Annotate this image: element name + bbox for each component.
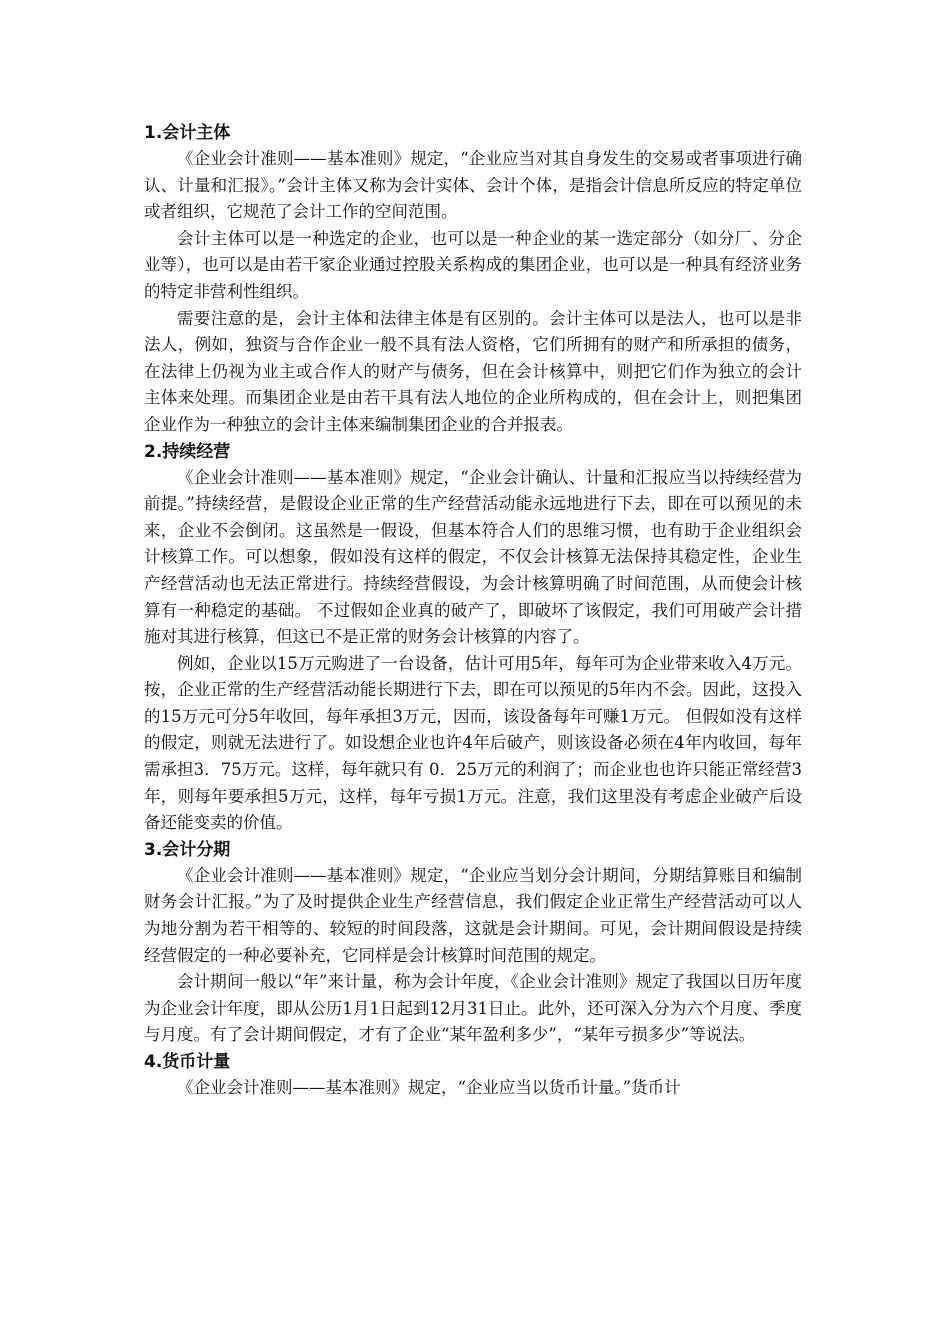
paragraph: 《企业会计准则——基本准则》规定，“企业应当以货币计量。”货币计: [177, 1078, 681, 1097]
document-body: [144, 120, 802, 1102]
section-heading-monetary-measurement: 4.货币计量: [144, 1052, 231, 1072]
paragraph: 《企业会计准则——基本准则》规定，“企业应当划分会计期间，分期结算账目和编制财务会计汇报。”为了及时提供企业生产经营信息，我们假定企业正常生产经营活动可以人为地分割为若干相等的、较短的时间段落，这就是会计期间。可见，会计期间假设是持续经营假定的一种必要补充，它同样是会计核算时间范围的规定。: [144, 865, 802, 965]
paragraph: 会计主体可以是一种选定的企业，也可以是一种企业的某一选定部分（如分厂、分企业等），也可以是由若干家企业通过控股关系构成的集团企业，也可以是一种具有经济业务的特定非营利性组织。: [144, 228, 802, 301]
paragraph: 《企业会计准则——基本准则》规定，“企业应当对其自身发生的交易或者事项进行确认、计量和汇报》。”会计主体又称为会计实体、会计个体，是指会计信息所反应的特定单位或者组织，它规范了会计工作的空间范围。: [144, 149, 802, 222]
paragraph: 例如，企业以15万元购进了一台设备，估计可用5年，每年可为企业带来收入4万元。 按，企业正常的生产经营活动能长期进行下去，即在可以预见的5年内不会。因此，这投入的15万元可分5年收回，每年承担3万元，因而，该设备每年可赚1万元。 但假如没有这样的假定，则就无法进行了。如设想企业也许4年后破产，则该设备必须在4年内收回，每年需承担3．75万元。这样，每年就只有 0．25万元的利润了；而企业也也许只能正常经营3年，则每年要承担5万元，这样，每年亏损1万元。注意，我们这里没有考虑企业破产后设备还能变卖的价值。: [144, 653, 802, 833]
paragraph: 需要注意的是，会计主体和法律主体是有区别的。会计主体可以是法人，也可以是非法人，例如，独资与合作企业一般不具有法人资格，它们所拥有的财产和所承担的债务，在法律上仍视为业主或合作人的财产与债务，但在会计核算中，则把它们作为独立的会计主体来处理。而集团企业是由若干具有法人地位的企业所构成的，但在会计上，则把集团企业作为一种独立的会计主体来编制集团企业的合并报表。: [144, 308, 802, 434]
section-heading-going-concern: 2.持续经营: [144, 441, 231, 462]
paragraph: 《企业会计准则——基本准则》规定，“企业会计确认、计量和汇报应当以持续经营为前提。”持续经营，是假设企业正常的生产经营活动能永远地进行下去，即在可以预见的未来，企业不会倒闭。这虽然是一假设，但基本符合人们的思维习惯，也有助于企业组织会计核算工作。可以想象，假如没有这样的假定，不仅会计核算无法保持其稳定性，企业生产经营活动也无法正常进行。持续经营假设，为会计核算明确了时间范围，从而使会计核算有一种稳定的基础。 不过假如企业真的破产了，即破坏了该假定，我们可用破产会计措施对其进行核算，但这已不是正常的财务会计核算的内容了。: [144, 467, 802, 647]
section-heading-accounting-entity: 1.会计主体: [144, 123, 231, 143]
section-heading-accounting-period: 3.会计分期: [144, 839, 231, 860]
paragraph: 会计期间一般以“年”来计量，称为会计年度，《企业会计准则》规定了我国以日历年度为企业会计年度，即从公历1月1日起到12月31日止。此外，还可深入分为六个月度、季度与月度。有了会计期间假定，才有了企业“某年盈利多少”，“某年亏损多少”等说法。: [144, 972, 802, 1045]
